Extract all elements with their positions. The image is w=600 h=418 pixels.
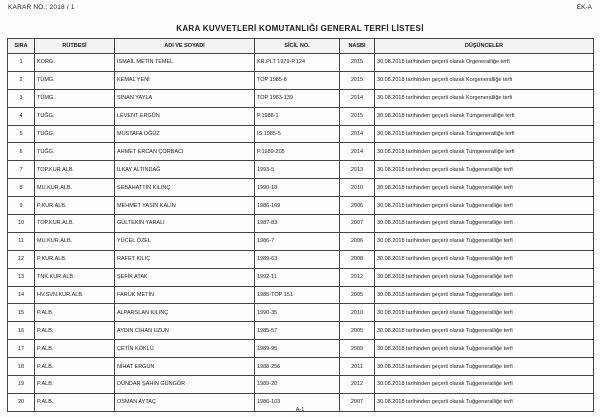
cell-rutbe: TUĞG. — [35, 143, 115, 161]
cell-dusunceler: 30.08.2018 tarihinden geçerli olarak Korgeneralliğe terfi — [375, 89, 594, 107]
cell-name: GÜLTEKİN YARALI — [115, 215, 255, 233]
cell-name: LEVENT ERGÜN — [115, 107, 255, 125]
cell-sicil: 1989-63 — [255, 250, 340, 268]
cell-sira: 3 — [8, 89, 35, 107]
cell-nasbi: 2005 — [340, 322, 375, 340]
table-row — [8, 358, 594, 376]
cell-sira: 19 — [8, 376, 35, 394]
cell-rutbe: P.ALB. — [35, 376, 115, 394]
cell-sicil: 1988-256 — [255, 358, 340, 376]
cell-sira: 15 — [8, 304, 35, 322]
cell-dusunceler: 30.08.2018 tarihinden geçerli olarak Tuğgeneralliğe terfi — [375, 304, 594, 322]
cell-rutbe: P.ALB. — [35, 304, 115, 322]
cell-nasbi: 2005 — [340, 286, 375, 304]
cell-sira: 12 — [8, 250, 35, 268]
cell-dusunceler: 30.08.2018 tarihinden geçerli olarak Tuğgeneralliğe terfi — [375, 340, 594, 358]
cell-sicil: IS.1985-5 — [255, 125, 340, 143]
table-row — [8, 107, 594, 125]
page-number: A-1 — [295, 407, 305, 413]
cell-dusunceler: 30.08.2018 tarihinden geçerli olarak Tuğgeneralliğe terfi — [375, 268, 594, 286]
promotion-table — [7, 38, 594, 412]
cell-name: AHMET ERCAN ÇORBACI — [115, 143, 255, 161]
cell-nasbi: 2014 — [340, 125, 375, 143]
cell-nasbi: 2010 — [340, 179, 375, 197]
cell-nasbi: 2015 — [340, 54, 375, 72]
cell-nasbi: 2014 — [340, 143, 375, 161]
table-row — [8, 340, 594, 358]
cell-rutbe: TÜMG. — [35, 89, 115, 107]
table-row — [8, 179, 594, 197]
cell-rutbe: HV.SVN.KUR.ALB. — [35, 286, 115, 304]
cell-dusunceler: 30.08.2018 tarihinden geçerli olarak Tuğgeneralliğe terfi — [375, 393, 594, 411]
document-title: KARA KUVVETLERİ KOMUTANLIĞI GENERAL TERFİ LİSTESİ — [176, 24, 424, 33]
table-row — [8, 286, 594, 304]
table-row — [8, 376, 594, 394]
cell-nasbi: 2009 — [340, 340, 375, 358]
table-row — [8, 54, 594, 72]
cell-dusunceler: 30.08.2018 tarihinden geçerli olarak Tuğgeneralliğe terfi — [375, 197, 594, 215]
cell-dusunceler: 30.08.2018 tarihinden geçerli olarak Tümgeneralliğe terfi — [375, 125, 594, 143]
cell-sira: 17 — [8, 340, 35, 358]
cell-sira: 11 — [8, 232, 35, 250]
cell-rutbe: TNK.KUR.ALB. — [35, 268, 115, 286]
cell-sira: 13 — [8, 268, 35, 286]
cell-rutbe: TUĞG. — [35, 107, 115, 125]
cell-sira: 16 — [8, 322, 35, 340]
cell-rutbe: KORG. — [35, 54, 115, 72]
cell-nasbi: 2012 — [340, 268, 375, 286]
cell-name: İLKAY ALTINDAĞ — [115, 161, 255, 179]
table-row — [8, 250, 594, 268]
decision-number: KARAR NO.: 2018 / 1 — [8, 4, 75, 11]
cell-rutbe: P.ALB. — [35, 393, 115, 411]
cell-dusunceler: 30.08.2018 tarihinden geçerli olarak Tuğgeneralliğe terfi — [375, 161, 594, 179]
cell-nasbi: 2012 — [340, 376, 375, 394]
cell-dusunceler: 30.08.2018 tarihinden geçerli olarak Korgeneralliğe terfi — [375, 71, 594, 89]
cell-name: ÇETİN KÖKLÜ — [115, 340, 255, 358]
cell-name: ŞEFİK ATAK — [115, 268, 255, 286]
cell-name: ALPARSLAN KILINÇ — [115, 304, 255, 322]
cell-sira: 6 — [8, 143, 35, 161]
cell-name: AYDIN CİHAN UZUN — [115, 322, 255, 340]
cell-name: NİHAT ERGÜN — [115, 358, 255, 376]
cell-name: YÜCEL ÖZEL — [115, 232, 255, 250]
cell-dusunceler: 30.08.2018 tarihinden geçerli olarak Tuğgeneralliğe terfi — [375, 215, 594, 233]
cell-sicil: 1993-5 — [255, 161, 340, 179]
cell-sicil: 1986-169 — [255, 197, 340, 215]
cell-dusunceler: 30.08.2018 tarihinden geçerli olarak Tümgeneralliğe terfi — [375, 143, 594, 161]
cell-sicil: 1986-7 — [255, 232, 340, 250]
cell-name: MEHMET YASİN KALIN — [115, 197, 255, 215]
table-row — [8, 322, 594, 340]
cell-dusunceler: 30.08.2018 tarihinden geçerli olarak Tuğgeneralliğe terfi — [375, 286, 594, 304]
cell-dusunceler: 30.08.2018 tarihinden geçerli olarak Tuğgeneralliğe terfi — [375, 250, 594, 268]
cell-dusunceler: 30.08.2018 tarihinden geçerli olarak Tümgeneralliğe terfi — [375, 107, 594, 125]
cell-dusunceler: 30.08.2018 tarihinden geçerli olarak Tuğgeneralliğe terfi — [375, 376, 594, 394]
cell-dusunceler: 30.08.2018 tarihinden geçerli olarak Tuğgeneralliğe terfi — [375, 179, 594, 197]
cell-sira: 5 — [8, 125, 35, 143]
cell-name: SEBAHATTİN KILINÇ — [115, 179, 255, 197]
cell-nasbi: 2010 — [340, 304, 375, 322]
cell-rutbe: P.ALB. — [35, 340, 115, 358]
column-header-name: ADI VE SOYADI — [115, 39, 255, 54]
cell-sicil: P.1989-205 — [255, 143, 340, 161]
cell-sicil: TOP 1983-139 — [255, 89, 340, 107]
cell-sicil: P.1988-1 — [255, 107, 340, 125]
table-row — [8, 215, 594, 233]
table-row — [8, 125, 594, 143]
cell-rutbe: P.ALB. — [35, 322, 115, 340]
cell-rutbe: MU.KUR.ALB. — [35, 179, 115, 197]
cell-nasbi: 2006 — [340, 232, 375, 250]
cell-nasbi: 2008 — [340, 250, 375, 268]
column-header-sicil: SİCİL NO. — [255, 39, 340, 54]
cell-sira: 10 — [8, 215, 35, 233]
column-header-nasbi: NASBI — [340, 39, 375, 54]
cell-rutbe: TÜMG. — [35, 71, 115, 89]
table-row — [8, 304, 594, 322]
cell-name: MUSTAFA OĞUZ — [115, 125, 255, 143]
cell-rutbe: TUĞG. — [35, 125, 115, 143]
cell-sira: 1 — [8, 54, 35, 72]
cell-sicil: 1985-57 — [255, 322, 340, 340]
table-row — [8, 161, 594, 179]
cell-name: FARUK METİN — [115, 286, 255, 304]
cell-sicil: 1985-TOP 151 — [255, 286, 340, 304]
cell-sicil: 1989-95 — [255, 340, 340, 358]
cell-nasbi: 2015 — [340, 71, 375, 89]
cell-sira: 2 — [8, 71, 35, 89]
table-row — [8, 89, 594, 107]
cell-sira: 7 — [8, 161, 35, 179]
cell-dusunceler: 30.08.2018 tarihinden geçerli olarak Orgeneralliğe terfi — [375, 54, 594, 72]
cell-rutbe: MU.KUR.ALB. — [35, 232, 115, 250]
cell-sicil: 1990-35 — [255, 304, 340, 322]
cell-rutbe: P.KUR.ALB. — [35, 197, 115, 215]
cell-nasbi: 2011 — [340, 358, 375, 376]
cell-sira: 9 — [8, 197, 35, 215]
cell-sira: 20 — [8, 393, 35, 411]
table-row — [8, 232, 594, 250]
cell-name: DÜNDAR ŞAHİN GÜNGÖR — [115, 376, 255, 394]
cell-sicil: 1986-103 — [255, 393, 340, 411]
cell-nasbi: 2014 — [340, 89, 375, 107]
table-row — [8, 197, 594, 215]
table-row — [8, 268, 594, 286]
cell-dusunceler: 30.08.2018 tarihinden geçerli olarak Tuğgeneralliğe terfi — [375, 322, 594, 340]
cell-sicil: 1989-20 — [255, 376, 340, 394]
cell-nasbi: 2006 — [340, 197, 375, 215]
column-header-rutbe: RÜTBESİ — [35, 39, 115, 54]
table-row — [8, 143, 594, 161]
cell-nasbi: 2015 — [340, 107, 375, 125]
column-header-dusunceler: DÜŞÜNCELER — [375, 39, 594, 54]
column-header-sira: SIRA — [8, 39, 35, 54]
cell-sicil: 1992-11 — [255, 268, 340, 286]
cell-sira: 4 — [8, 107, 35, 125]
cell-sicil: 1990-18 — [255, 179, 340, 197]
cell-rutbe: P.ALB. — [35, 358, 115, 376]
cell-sira: 18 — [8, 358, 35, 376]
cell-name: OSMAN AYTAÇ — [115, 393, 255, 411]
cell-name: KEMAL YENİ — [115, 71, 255, 89]
table-header-row — [8, 39, 594, 54]
cell-dusunceler: 30.08.2018 tarihinden geçerli olarak Tuğgeneralliğe terfi — [375, 232, 594, 250]
cell-sicil: 1987-83 — [255, 215, 340, 233]
cell-sicil: TOP 1985-8 — [255, 71, 340, 89]
cell-nasbi: 2007 — [340, 393, 375, 411]
cell-nasbi: 2007 — [340, 215, 375, 233]
cell-name: İSMAİL METİN TEMEL — [115, 54, 255, 72]
cell-dusunceler: 30.08.2018 tarihinden geçerli olarak Tuğgeneralliğe terfi — [375, 358, 594, 376]
cell-name: RAFET KILIÇ — [115, 250, 255, 268]
cell-name: SİNAN YAYLA — [115, 89, 255, 107]
cell-nasbi: 2013 — [340, 161, 375, 179]
cell-sicil: KR.PLT 1979-P.124 — [255, 54, 340, 72]
cell-rutbe: TOP.KUR.ALB. — [35, 161, 115, 179]
cell-rutbe: TOP.KUR.ALB. — [35, 215, 115, 233]
table-row — [8, 71, 594, 89]
cell-sira: 8 — [8, 179, 35, 197]
annex-label: EK-A — [576, 4, 592, 11]
cell-rutbe: P.KUR.ALB. — [35, 250, 115, 268]
cell-sira: 14 — [8, 286, 35, 304]
